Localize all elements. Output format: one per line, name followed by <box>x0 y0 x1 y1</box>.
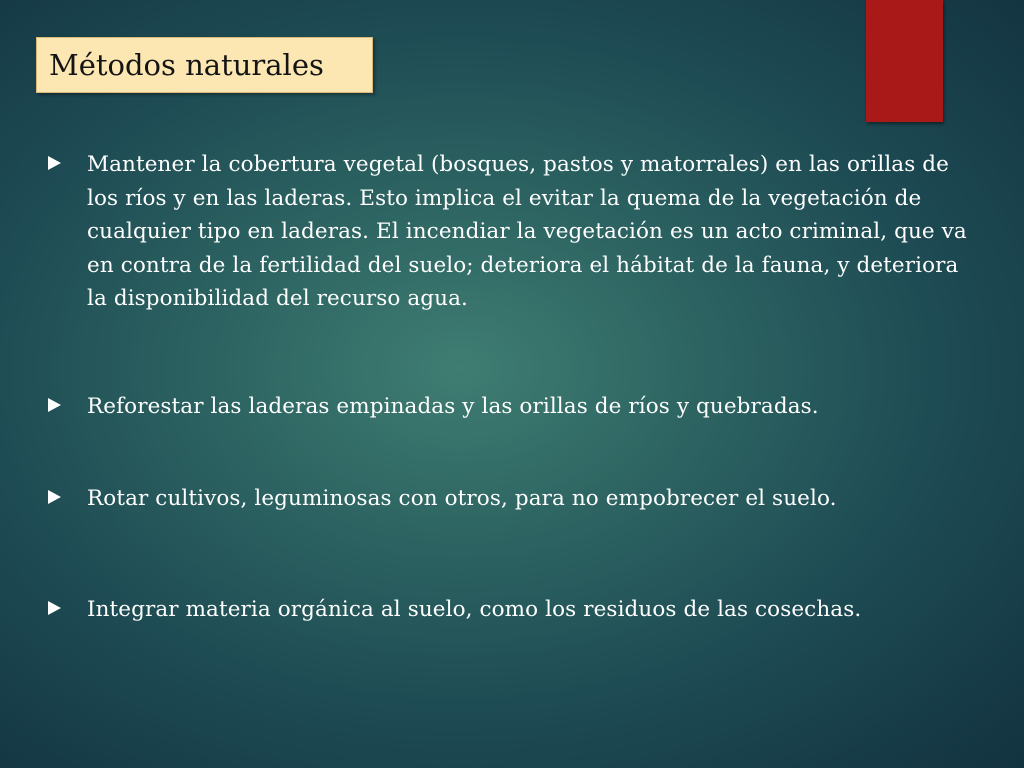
bullet-item <box>48 148 968 316</box>
triangle-right-icon <box>48 156 61 170</box>
title-box <box>36 37 373 93</box>
bullet-item <box>48 390 968 424</box>
bullet-text: Mantener la cobertura vegetal (bosques, pastos y matorrales) en las orillas de los ríos y en las laderas. Esto implica el evitar la quema de la vegetación de cualquier tipo en laderas. El incendiar la vegetación es un acto criminal, que va en contra de la fertilidad del suelo; deteriora el hábitat de la fauna, y deteriora la disponibilidad del recurso agua. <box>87 152 967 311</box>
bullet-text: Rotar cultivos, leguminosas con otros, para no empobrecer el suelo. <box>87 486 837 511</box>
bullet-item <box>48 482 968 516</box>
accent-tab <box>866 0 943 122</box>
slide-title: Métodos naturales <box>49 48 324 82</box>
triangle-right-icon <box>48 398 61 412</box>
triangle-right-icon <box>48 490 61 504</box>
bullet-text: Integrar materia orgánica al suelo, como los residuos de las cosechas. <box>87 597 862 622</box>
bullet-item <box>48 593 968 627</box>
bullet-text: Reforestar las laderas empinadas y las orillas de ríos y quebradas. <box>87 394 819 419</box>
triangle-right-icon <box>48 601 61 615</box>
